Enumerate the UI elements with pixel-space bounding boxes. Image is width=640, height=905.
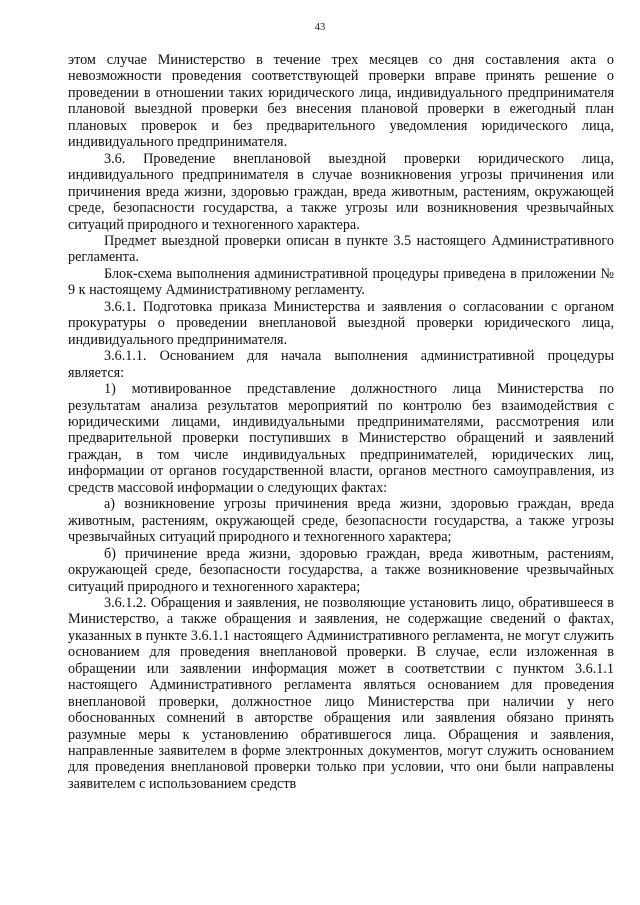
paragraph-item-a: а) возникновение угрозы причинения вреда жизни, здоровью граждан, вреда животным, растениям, окружающей среде, безопасности государства, а также угрозы чрезвычайных ситуаций природного и техногенного характера; <box>68 496 614 546</box>
paragraph-3-6: 3.6. Проведение внеплановой выездной проверки юридического лица, индивидуального предпринимателя в случае возникновения угрозы причинения или причинения вреда жизни, здоровью граждан, вреда животным, растениям, окружающей среде, безопасности государства, а также угрозы или возникновения чрезвычайных ситуаций природного и техногенного характера. <box>68 150 614 233</box>
page-number: 43 <box>314 22 326 33</box>
paragraph-subject: Предмет выездной проверки описан в пункте 3.5 настоящего Административного регламента. <box>68 232 614 266</box>
paragraph-continuation: этом случае Министерство в течение трех месяцев со дня составления акта о невозможности проведения соответствующей проверки вправе принять решение о проведении в отношении таких юридического лица, индивидуального предпринимателя плановой выездной проверки без внесения плановой проверки в ежегодный план плановых проверок и без предварительного уведомления юридического лица, индивидуального предпринимателя. <box>68 52 614 151</box>
paragraph-3-6-1-1: 3.6.1.1. Основанием для начала выполнения административной процедуры является: <box>68 348 614 381</box>
document-body <box>68 52 614 792</box>
paragraph-item-1: 1) мотивированное представление должностного лица Министерства по результатам анализа результатов мероприятий по контролю без взаимодействия с юридическими лицами, индивидуальными предпринимателями, рассмотрения или предварительной проверки поступивших в Министерство обращений и заявлений граждан, в том числе индивидуальных предпринимателей, юридических лиц, информации от органов государственной власти, органов местного самоуправления, из средств массовой информации о следующих фактах: <box>68 381 614 496</box>
paragraph-3-6-1-2: 3.6.1.2. Обращения и заявления, не позволяющие установить лицо, обратившееся в Министерство, а также обращения и заявления, не содержащие сведений о фактах, указанных в пункте 3.6.1.1 настоящего Административного регламента, не могут служить основанием для проведения внеплановой проверки. В случае, если изложенная в обращении или заявлении информация может в соответствии с пунктом 3.6.1.1 настоящего Административного регламента являться основанием для проведения внеплановой проверки, должностное лицо Министерства при наличии у него обоснованных сомнений в авторстве обращения или заявления обязано принять разумные меры к установлению обратившегося лица. Обращения и заявления, направленные заявителем в форме электронных документов, могут служить основанием для проведения внеплановой проверки только при условии, что они были направлены заявителем с использованием средств <box>68 594 614 792</box>
paragraph-flowchart: Блок-схема выполнения административной процедуры приведена в приложении № 9 к настоящему Административному регламенту. <box>68 265 614 299</box>
paragraph-3-6-1: 3.6.1. Подготовка приказа Министерства и заявления о согласовании с органом прокуратуры о проведении внеплановой выездной проверки юридического лица, индивидуального предпринимателя. <box>68 298 614 348</box>
paragraph-item-b: б) причинение вреда жизни, здоровью граждан, вреда животным, растениям, окружающей среде, безопасности государства, а также возникновение чрезвычайных ситуаций природного и техногенного характера; <box>68 545 614 595</box>
